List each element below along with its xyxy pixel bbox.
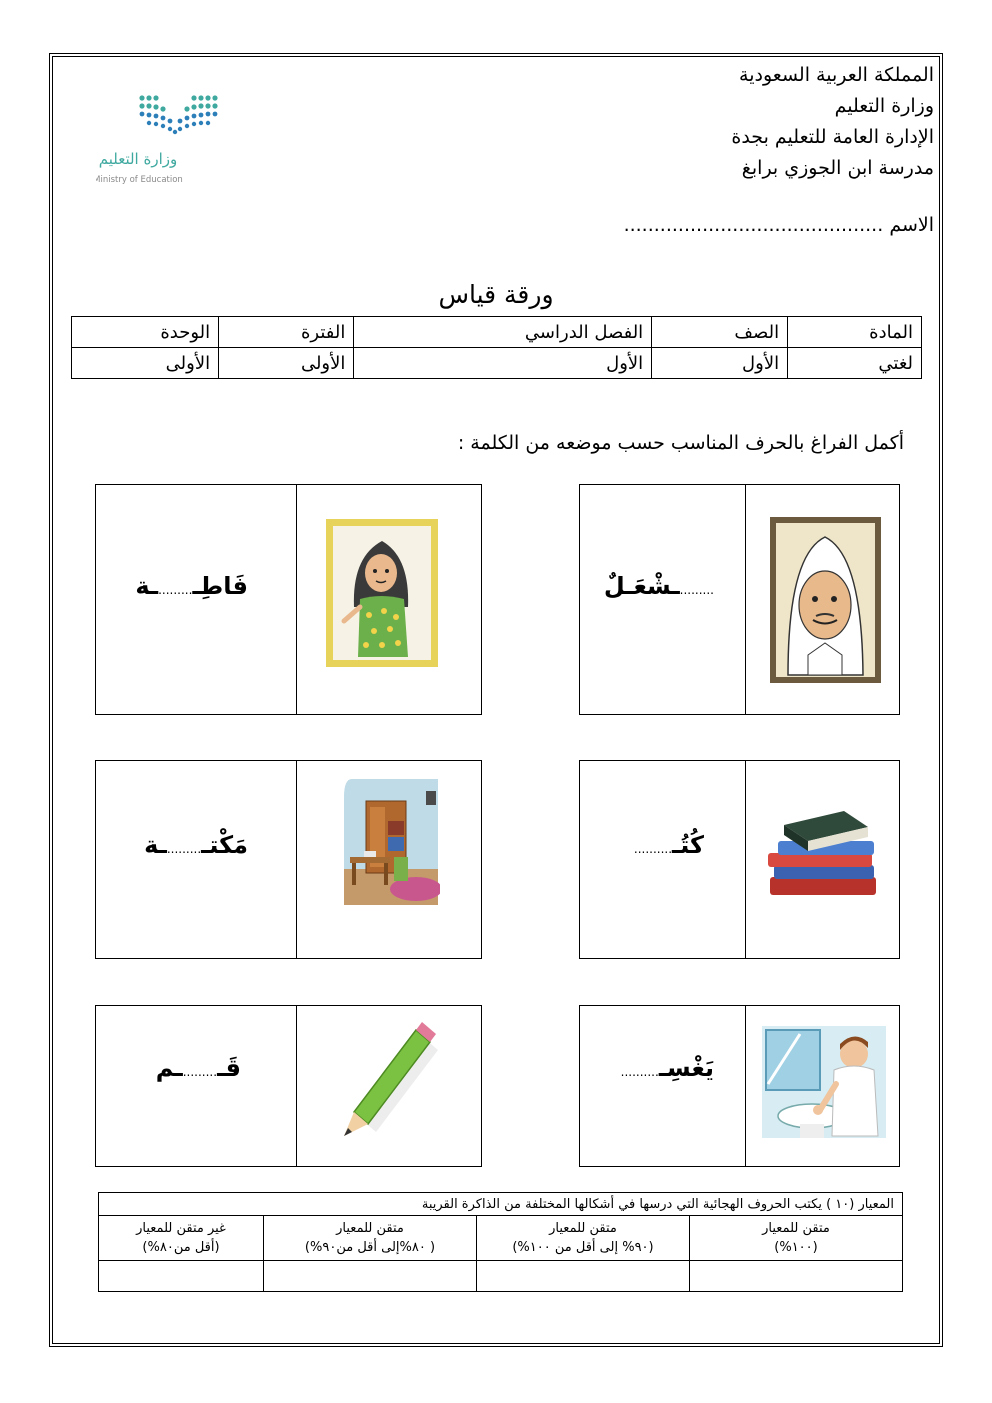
criteria-level-4-label: غير متقن للمعيار — [136, 1221, 226, 1236]
criteria-standard: المعيار (١٠ ) يكتب الحروف الهجائية التي درسها في أشكالها المختلفة من الذاكرة القريبة — [99, 1193, 903, 1216]
exercise-word-5-blank: .......... — [620, 1065, 659, 1079]
exercise-word-1-text: ـشْعَـلٌ — [603, 572, 680, 600]
girl-in-hijab-icon — [324, 517, 440, 669]
info-value-grade: الأول — [652, 348, 788, 379]
info-header-grade: الصف — [652, 317, 788, 348]
man-in-ghutra-icon — [768, 515, 883, 685]
header-ministry: وزارة التعليم — [834, 95, 934, 117]
exercise-word-4-blank: ......... — [166, 842, 202, 856]
exercise-card-3 — [579, 760, 900, 959]
exercise-word-6-blank: ......... — [182, 1065, 218, 1079]
exercise-word-6-text: قَـ — [217, 1054, 241, 1082]
name-dots: ........................................... — [623, 214, 884, 236]
exercise-word-2[interactable] — [135, 572, 248, 600]
criteria-mark-cell-2[interactable] — [477, 1261, 690, 1292]
criteria-level-2-range: (٩٠% إلى أقل من ١٠٠%) — [512, 1240, 654, 1255]
criteria-level-4 — [99, 1216, 264, 1261]
instruction: أكمل الفراغ بالحرف المناسب حسب موضعه من الكلمة : — [457, 432, 904, 454]
info-header-unit: الوحدة — [72, 317, 219, 348]
info-header-period: الفترة — [219, 317, 354, 348]
criteria-level-1-range: (١٠٠%) — [774, 1240, 818, 1255]
criteria-levels-row — [99, 1216, 903, 1261]
exercise-word-5[interactable] — [621, 1054, 714, 1082]
criteria-level-1 — [690, 1216, 903, 1261]
info-header-subject: المادة — [788, 317, 922, 348]
criteria-level-2 — [477, 1216, 690, 1261]
criteria-mark-cell-4[interactable] — [99, 1261, 264, 1292]
header-school: مدرسة ابن الجوزي برابغ — [741, 157, 934, 179]
exercise-word-4-text: مَكْتـ — [201, 831, 248, 859]
exercise-word-3-text: كُتُـ — [672, 831, 704, 859]
ministry-logo — [96, 92, 226, 192]
pencil-icon — [338, 1018, 438, 1140]
header-country: المملكة العربية السعودية — [739, 64, 934, 86]
exercise-word-5-text: يَغْسِـ — [658, 1054, 714, 1082]
info-value-row — [72, 348, 922, 379]
header-directorate: الإدارة العامة للتعليم بجدة — [731, 126, 934, 148]
criteria-level-3-range: ( ٨٠%إلى أقل من٩٠%) — [304, 1240, 436, 1255]
criteria-level-3-label: متقن للمعيار — [336, 1221, 404, 1236]
exercise-word-3[interactable] — [634, 831, 704, 859]
boy-washing-hands-icon — [760, 1024, 888, 1140]
exercise-card-1 — [579, 484, 900, 715]
exercise-word-4[interactable] — [144, 831, 248, 859]
library-room-icon — [340, 777, 440, 907]
exercise-word-6-tail: ـم — [155, 1054, 183, 1082]
name-label: الاسم — [889, 214, 934, 236]
criteria-mark-cell-1[interactable] — [690, 1261, 903, 1292]
exercise-word-6[interactable] — [156, 1054, 241, 1082]
info-header-semester: الفصل الدراسي — [354, 317, 652, 348]
info-value-unit: الأولى — [72, 348, 219, 379]
criteria-level-2-label: متقن للمعيار — [549, 1221, 617, 1236]
exercise-word-2-text: فَاطِـ — [192, 572, 248, 600]
criteria-level-1-label: متقن للمعيار — [762, 1221, 830, 1236]
exercise-word-4-tail: ـة — [144, 831, 167, 859]
exercise-word-1-blank: ......... — [679, 583, 714, 597]
exercise-word-1[interactable] — [604, 572, 714, 600]
exercise-card-4 — [95, 760, 482, 959]
criteria-level-3 — [264, 1216, 477, 1261]
exercise-card-2 — [95, 484, 482, 715]
info-value-subject: لغتي — [788, 348, 922, 379]
logo-arabic-text: وزارة التعليم — [98, 150, 178, 168]
exercise-word-2-blank: ......... — [158, 583, 193, 597]
info-value-period: الأولى — [219, 348, 354, 379]
ministry-logo-icon — [96, 92, 226, 192]
info-header-row — [72, 317, 922, 348]
criteria-mark-cell-3[interactable] — [264, 1261, 477, 1292]
page-title: ورقة قياس — [438, 280, 554, 309]
info-table — [71, 316, 922, 379]
books-stack-icon — [764, 805, 882, 905]
student-name-field[interactable] — [624, 214, 934, 236]
exercise-word-3-blank: .......... — [633, 842, 673, 856]
logo-english-text: Ministry of Education — [96, 175, 183, 185]
criteria-level-4-range: (أقل من٨٠%) — [142, 1240, 220, 1255]
exercise-card-5 — [579, 1005, 900, 1167]
exercise-card-6 — [95, 1005, 482, 1167]
criteria-marks-row — [99, 1261, 903, 1292]
exercise-word-2-tail: ـة — [135, 572, 159, 600]
criteria-table — [98, 1192, 903, 1292]
info-value-semester: الأول — [354, 348, 652, 379]
